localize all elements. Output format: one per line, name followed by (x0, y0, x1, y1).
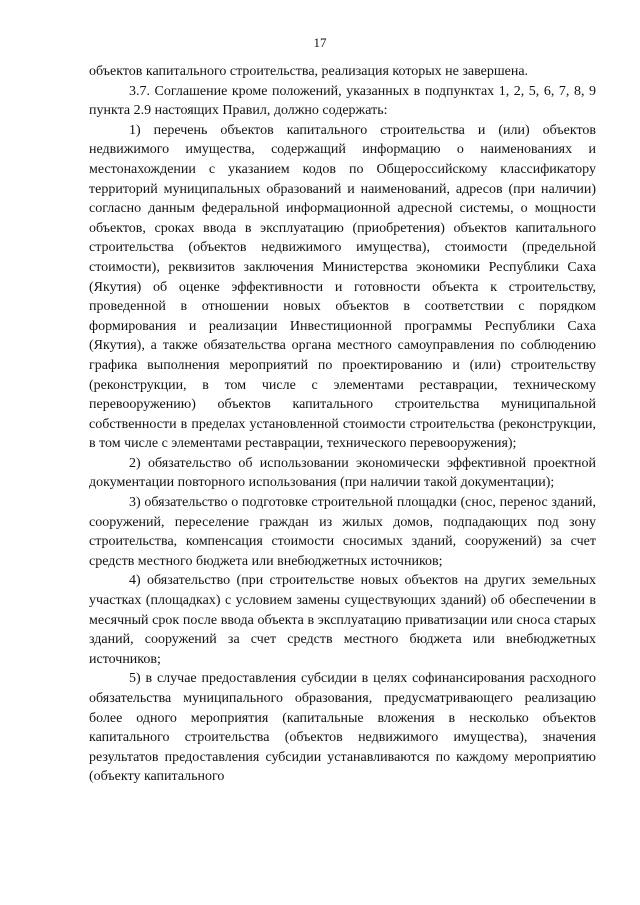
document-body (89, 62, 596, 787)
page-number: 17 (313, 35, 327, 50)
paragraph-clause-3-7: 3.7. Соглашение кроме положений, указанных в подпунктах 1, 2, 5, 6, 7, 8, 9 пункта 2.9 настоящих Правил, должно содержать: (89, 83, 596, 119)
paragraph-item-4: 4) обязательство (при строительстве новых объектов на других земельных участках (площадках) с условием замены существующих зданий) об обеспечении в месячный срок после ввода объекта в эксплуатацию приватизации или сноса старых зданий, сооружений за счет средств местного бюджета или внебюджетных источников; (89, 573, 596, 667)
paragraph-item-3: 3) обязательство о подготовке строительной площадки (снос, перенос зданий, сооружений, переселение граждан из жилых домов, подпадающих под зону строительства, компенсация стоимости сносимых зданий, сооружений) за счет средств местного бюджета или внебюджетных источников; (89, 495, 596, 569)
paragraph-item-5: 5) в случае предоставления субсидии в целях софинансирования расходного обязательства муниципального образования, предусматривающего реализацию более одного мероприятия (капитальные вложения в несколько объектов капитального строительства (объектов недвижимого имущества), значения результатов предоставления субсидии устанавливаются по каждому мероприятию (объекту капитального (89, 671, 596, 785)
paragraph-item-2: 2) обязательство об использовании экономически эффективной проектной документации повторного использования (при наличии такой документации); (89, 455, 596, 491)
paragraph-continuation: объектов капитального строительства, реализация которых не завершена. (89, 64, 529, 79)
paragraph-item-1: 1) перечень объектов капитального строительства и (или) объектов недвижимого имущества, содержащий информацию о наименованиях и местонахождении с указанием кодов по Общероссийскому классификатору территорий муниципальных образований и наименований, адресов (при наличии) согласно данным федеральной информационной адресной системы, о мощности объектов, сроках ввода в эксплуатацию (приобретения) объектов капитального строительства (объектов недвижимого имущества), стоимости (предельной стоимости), реквизитов заключения Министерства экономики Республики Саха (Якутия) об оценке эффективности и готовности объекта к строительству, проведенной в отношении новых объектов в соответствии с порядком формирования и реализации Инвестиционной программы Республики Саха (Якутия), а также обязательства органа местного самоуправления по соблюдению графика выполнения мероприятий по проектированию и (или) строительству (реконструкции, в том числе с элементами реставрации, техническому перевооружению) объектов капитального строительства муниципальной собственности в пределах установленной стоимости строительства (реконструкции, в том числе с элементами реставрации, технического перевооружения); (89, 122, 596, 452)
